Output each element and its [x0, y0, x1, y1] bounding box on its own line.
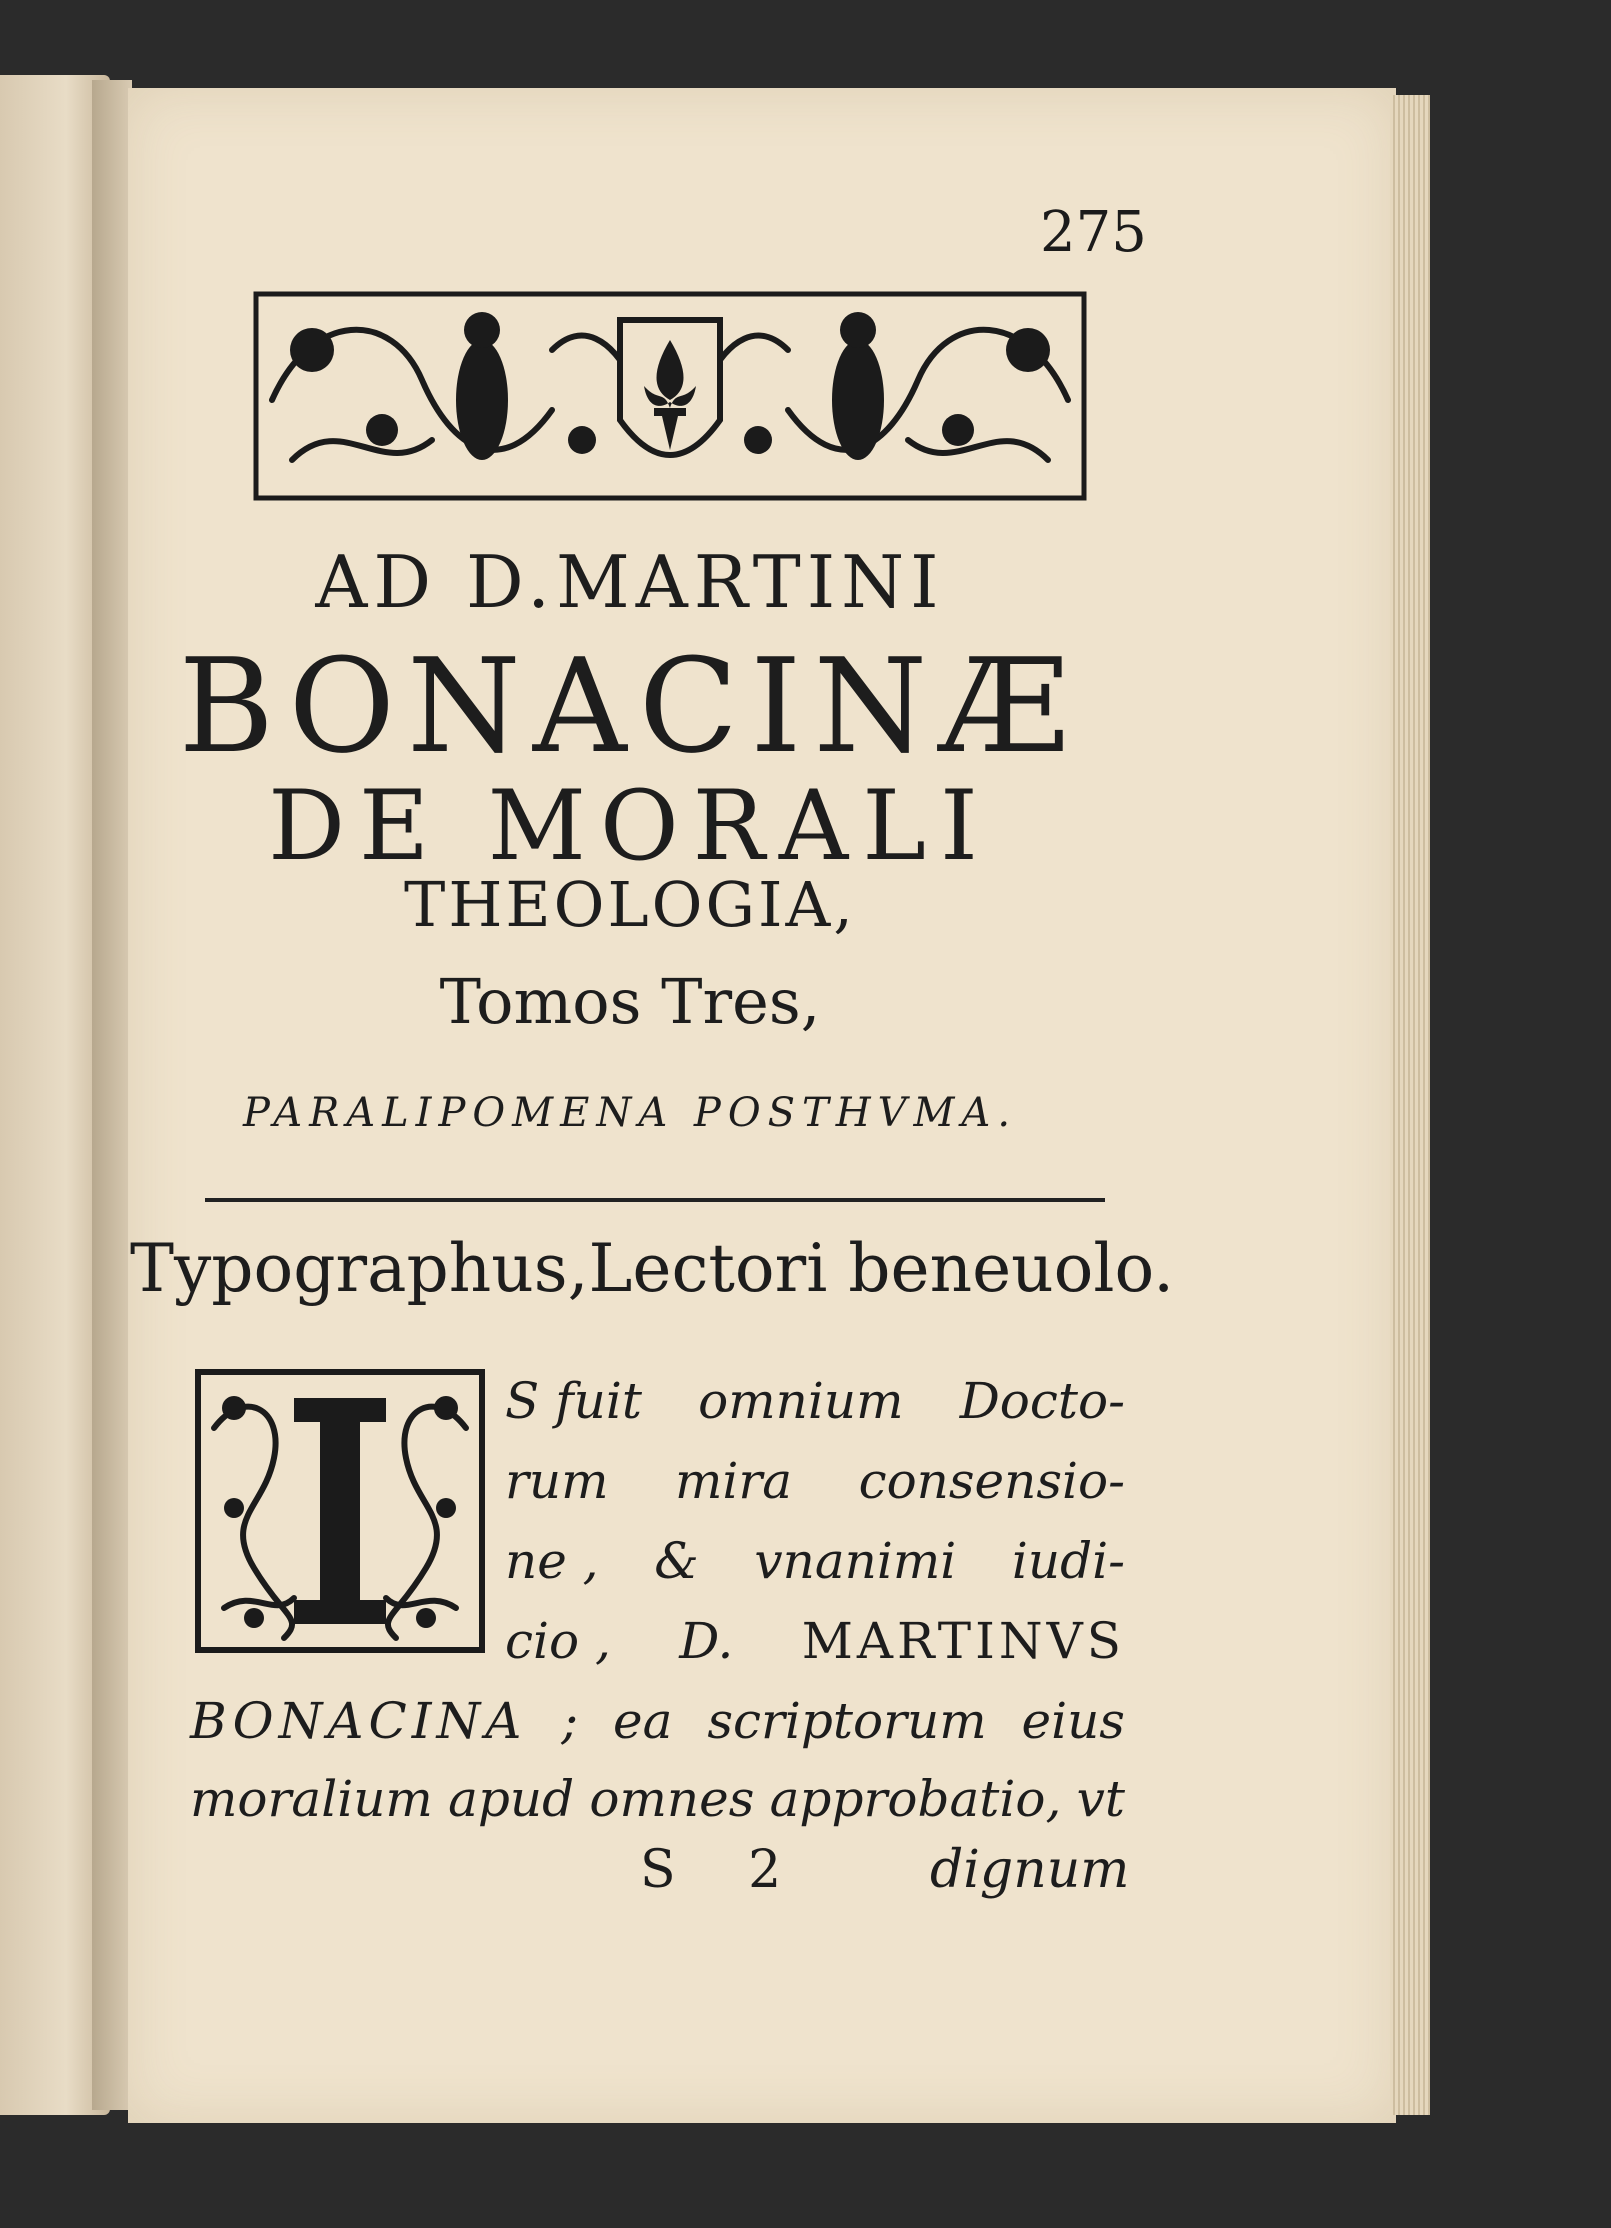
catchword: dignum [930, 1840, 1130, 1900]
word: omnes [589, 1770, 755, 1828]
horizontal-rule [205, 1198, 1105, 1202]
title-line-4: THEOLOGIA, [403, 868, 856, 941]
word: approbatio, [769, 1770, 1062, 1828]
text-line-2 [505, 1452, 1125, 1510]
word: apud [448, 1770, 575, 1828]
word: moralium [190, 1770, 433, 1828]
word: omnium [698, 1372, 904, 1430]
text-line-4 [505, 1612, 1125, 1670]
title-line-1: AD D.MARTINI [315, 540, 945, 624]
title-line-3: DE MORALI [268, 770, 992, 882]
word: ea [613, 1692, 673, 1750]
word: eius [1021, 1692, 1125, 1750]
word: MARTINVS [801, 1612, 1125, 1670]
word: cio , [505, 1612, 611, 1670]
word: mira [674, 1452, 793, 1510]
title-line-2: BONACINÆ [178, 630, 1082, 782]
text-line-5 [190, 1692, 1125, 1750]
text-line-1 [505, 1372, 1125, 1430]
woodcut-headpiece-icon [252, 290, 1088, 502]
word: iudi- [1011, 1532, 1125, 1590]
signature-mark: S 2 [640, 1840, 810, 1900]
word: rum [505, 1452, 609, 1510]
word: D. [679, 1612, 734, 1670]
decorated-initial-icon [194, 1368, 486, 1654]
word: ; [561, 1692, 579, 1750]
word: vt [1076, 1770, 1125, 1828]
book-gutter [92, 80, 132, 2110]
folio-number: 275 [1040, 200, 1147, 265]
word: Docto- [959, 1372, 1125, 1430]
section-heading: Typographus,Lectori beneuolo. [130, 1230, 1175, 1307]
word: ne , [505, 1532, 599, 1590]
word: & [654, 1532, 699, 1590]
title-line-5: Tomos Tres, [439, 965, 821, 1038]
word: S fuit [505, 1372, 642, 1430]
title-line-6: PARALIPOMENA POSTHVMA. [242, 1090, 1018, 1136]
text-line-6 [190, 1770, 1125, 1828]
word: scriptorum [707, 1692, 987, 1750]
word: vnanimi [754, 1532, 957, 1590]
word: BONACINA [190, 1692, 527, 1750]
page-edges [1390, 95, 1430, 2115]
text-line-3 [505, 1532, 1125, 1590]
word: consensio- [858, 1452, 1125, 1510]
